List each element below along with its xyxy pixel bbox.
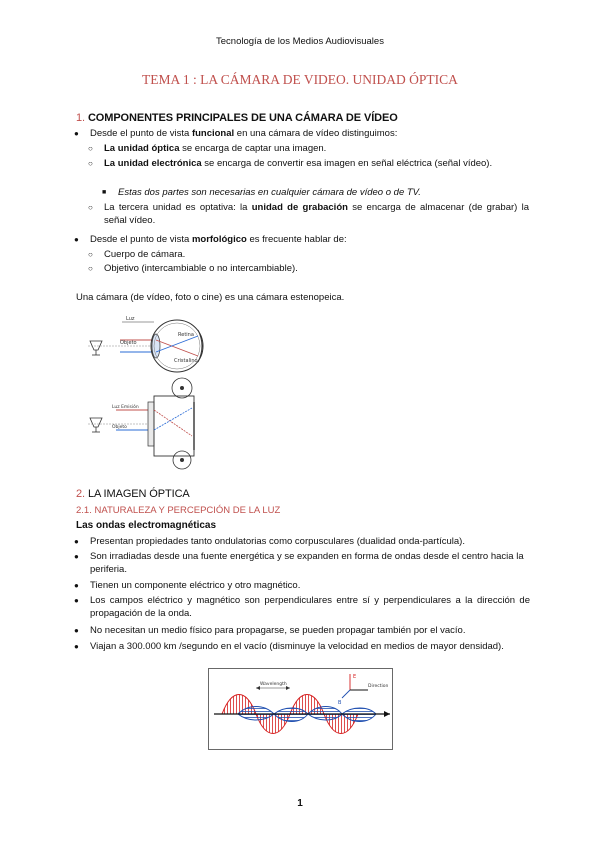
bullet-dot-icon: ●	[74, 235, 79, 244]
bullet-dot-icon: ●	[74, 129, 79, 138]
bullet-functional	[74, 127, 530, 140]
bullet-wave-2	[74, 550, 530, 576]
running-header: Tecnología de los Medios Audiovisuales	[216, 36, 384, 47]
section-2-heading	[76, 488, 190, 500]
bullet-dot-icon: ●	[74, 537, 79, 546]
bullet-wave-1	[74, 535, 530, 548]
sub-bullet-recording-unit	[88, 201, 529, 227]
bullet-wave-4	[74, 594, 530, 620]
camera-diagram	[88, 378, 194, 469]
bold-text: La unidad electrónica	[104, 158, 202, 169]
circle-bullet-icon: ○	[88, 250, 93, 259]
bold-text: funcional	[191, 128, 235, 139]
text: Presentan propiedades tanto ondulatorias como corpusculares (dualidad onda-partícula).	[90, 536, 465, 547]
bold-text: unidad de grabación	[251, 202, 348, 213]
document-title: TEMA 1 : LA CÁMARA DE VIDEO. UNIDAD ÓPTICA	[142, 72, 458, 87]
label-e-field: E	[353, 674, 357, 680]
label-retina: Retina	[178, 332, 194, 338]
bold-text: morfológico	[191, 234, 247, 245]
text: Viajan a 300.000 km /segundo en el vacío (disminuye la velocidad en medios de mayor densidad).	[90, 641, 504, 652]
label-b-field: B	[338, 700, 342, 706]
sub-bullet-body	[88, 248, 529, 261]
glass-icon	[90, 418, 102, 427]
bullet-wave-3	[74, 579, 530, 592]
label-luz: Luz	[126, 316, 135, 322]
circle-bullet-icon: ○	[88, 159, 93, 168]
circle-bullet-icon: ○	[88, 203, 93, 212]
bullet-dot-icon: ●	[74, 626, 79, 635]
label-wavelength: Wavelength	[260, 682, 287, 687]
label-cristalino: Cristalino	[174, 358, 198, 364]
text: La tercera unidad es optativa: la	[104, 202, 252, 213]
text: Tienen un componente eléctrico y otro magnético.	[90, 580, 301, 591]
subsubsection-heading: Las ondas electromagnéticas	[76, 520, 217, 531]
text: Desde el punto de vista	[90, 234, 192, 245]
sub-bullet-lens	[88, 262, 529, 275]
sub-bullet-electronic-unit	[88, 157, 529, 170]
text: en una cámara de vídeo distinguimos:	[234, 128, 398, 139]
bullet-wave-6	[74, 640, 530, 653]
square-bullet-icon: ■	[102, 189, 107, 196]
text: Son irradiadas desde una fuente energética y se expanden en forma de ondas desde el centro hacia la periferia.	[90, 551, 524, 575]
section-1-heading	[76, 112, 398, 124]
text: se encarga de convertir esa imagen en señal eléctrica (señal vídeo).	[201, 158, 493, 169]
text: Cuerpo de cámara.	[104, 249, 186, 260]
pinhole-paragraph: Una cámara (de vídeo, foto o cine) es una cámara estenopeica.	[76, 292, 345, 303]
text: Los campos eléctrico y magnético son perpendiculares entre sí y perpendiculares a la dirección de propagación de la onda.	[90, 595, 530, 619]
section-2-title: LA IMAGEN ÓPTICA	[87, 488, 190, 500]
bullet-wave-5	[74, 624, 530, 637]
sub-sub-bullet-note	[102, 186, 528, 199]
text: Objetivo (intercambiable o no intercambiable).	[104, 263, 298, 274]
text: Estas dos partes son necesarias en cualquier cámara de vídeo o de TV.	[118, 187, 421, 198]
section-1-title: COMPONENTES PRINCIPALES DE UNA CÁMARA DE VÍDEO	[87, 112, 398, 124]
section-2-number: 2.	[76, 488, 85, 500]
circle-bullet-icon: ○	[88, 144, 93, 153]
page-number: 1	[297, 798, 303, 809]
text: se encarga de captar una imagen.	[179, 143, 327, 154]
text: No necesitan un medio físico para propagarse, se pueden propagar también por el vacío.	[90, 625, 466, 636]
eye-camera-diagram	[82, 312, 212, 472]
text: es frecuente hablar de:	[246, 234, 347, 245]
text: Desde el punto de vista	[90, 128, 192, 139]
eye-diagram	[88, 316, 203, 372]
label-objeto-camera: Objeto	[112, 425, 127, 430]
section-1-number: 1.	[76, 112, 85, 124]
label-objeto: Objeto	[120, 340, 137, 346]
bold-text: La unidad óptica	[104, 143, 180, 154]
label-luz-emision: Luz Emisión	[112, 405, 139, 410]
text: se encarga de almacenar (de grabar) la señal vídeo.	[104, 202, 529, 226]
bullet-morphological	[74, 233, 530, 246]
sub-bullet-optical-unit	[88, 142, 529, 155]
circle-bullet-icon: ○	[88, 264, 93, 273]
bullet-dot-icon: ●	[74, 552, 79, 561]
label-direction: Direction	[368, 684, 389, 689]
glass-icon	[90, 341, 102, 350]
bullet-dot-icon: ●	[74, 581, 79, 590]
bullet-dot-icon: ●	[74, 642, 79, 651]
subsection-2-1-heading: 2.1. NATURALEZA Y PERCEPCIÓN DE LA LUZ	[76, 505, 281, 516]
electromagnetic-wave-diagram	[208, 668, 398, 752]
bullet-dot-icon: ●	[74, 596, 79, 605]
